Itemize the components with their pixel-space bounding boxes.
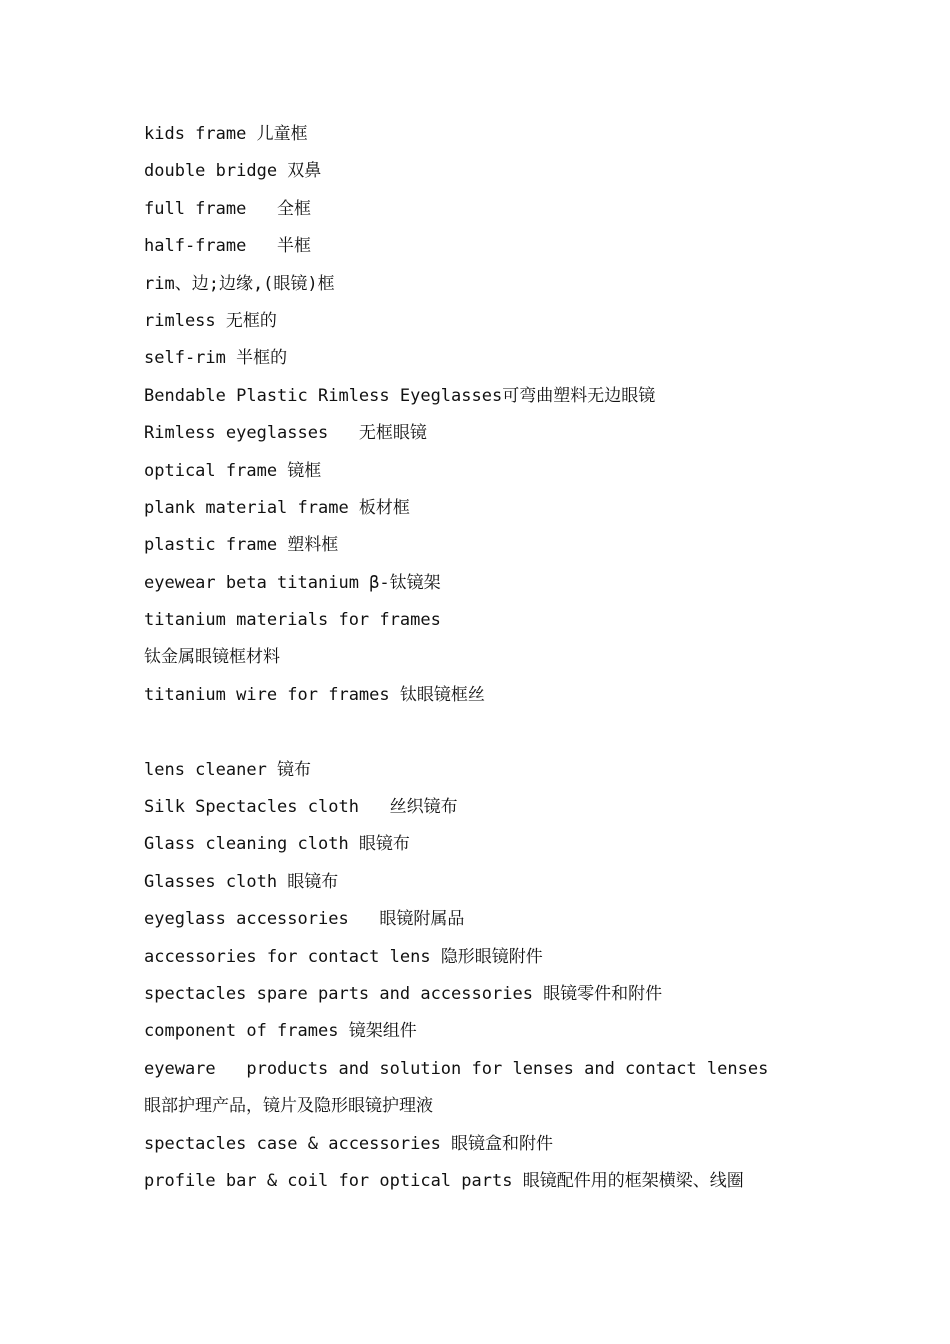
glossary-line: titanium materials for frames xyxy=(144,610,441,631)
glossary-content xyxy=(144,116,904,1200)
glossary-line: plank material frame 板材框 xyxy=(144,497,410,518)
glossary-line: Glass cleaning cloth 眼镜布 xyxy=(144,834,410,855)
accessories-section xyxy=(144,752,904,1201)
glossary-line: optical frame 镜框 xyxy=(144,460,322,481)
glossary-line: Silk Spectacles cloth 丝织镜布 xyxy=(144,797,458,818)
glossary-line: eyeware products and solution for lenses and contact lenses xyxy=(144,1058,769,1079)
glossary-line: rimless 无框的 xyxy=(144,310,277,331)
glossary-line: spectacles case & accessories 眼镜盒和附件 xyxy=(144,1133,554,1154)
glossary-line: eyeglass accessories 眼镜附属品 xyxy=(144,909,465,930)
glossary-line: Bendable Plastic Rimless Eyeglasses可弯曲塑料无边眼镜 xyxy=(144,385,656,406)
glossary-line: half-frame 半框 xyxy=(144,236,312,257)
glossary-line: plastic frame 塑料框 xyxy=(144,535,339,556)
section-spacer xyxy=(144,714,904,751)
glossary-line: double bridge 双鼻 xyxy=(144,161,322,182)
glossary-line: Rimless eyeglasses 无框眼镜 xyxy=(144,423,427,444)
glossary-line: profile bar & coil for optical parts 眼镜配件用的框架横梁、线圈 xyxy=(144,1170,744,1191)
glossary-line: 钛金属眼镜框材料 xyxy=(144,647,280,668)
glossary-line: spectacles spare parts and accessories 眼镜零件和附件 xyxy=(144,983,663,1004)
glossary-line: accessories for contact lens 隐形眼镜附件 xyxy=(144,946,543,967)
glossary-line: self-rim 半框的 xyxy=(144,348,288,369)
glossary-line: rim、边;边缘,(眼镜)框 xyxy=(144,273,335,294)
glossary-line: Glasses cloth 眼镜布 xyxy=(144,871,339,892)
glossary-line: kids frame 儿童框 xyxy=(144,124,308,144)
frames-section xyxy=(144,116,904,714)
glossary-line: component of frames 镜架组件 xyxy=(144,1021,417,1042)
glossary-line: titanium wire for frames 钛眼镜框丝 xyxy=(144,684,485,705)
glossary-line: 眼部护理产品，镜片及隐形眼镜护理液 xyxy=(144,1096,433,1117)
glossary-line: eyewear beta titanium β-钛镜架 xyxy=(144,572,441,593)
glossary-line: lens cleaner 镜布 xyxy=(144,759,312,780)
glossary-line: full frame 全框 xyxy=(144,198,312,219)
